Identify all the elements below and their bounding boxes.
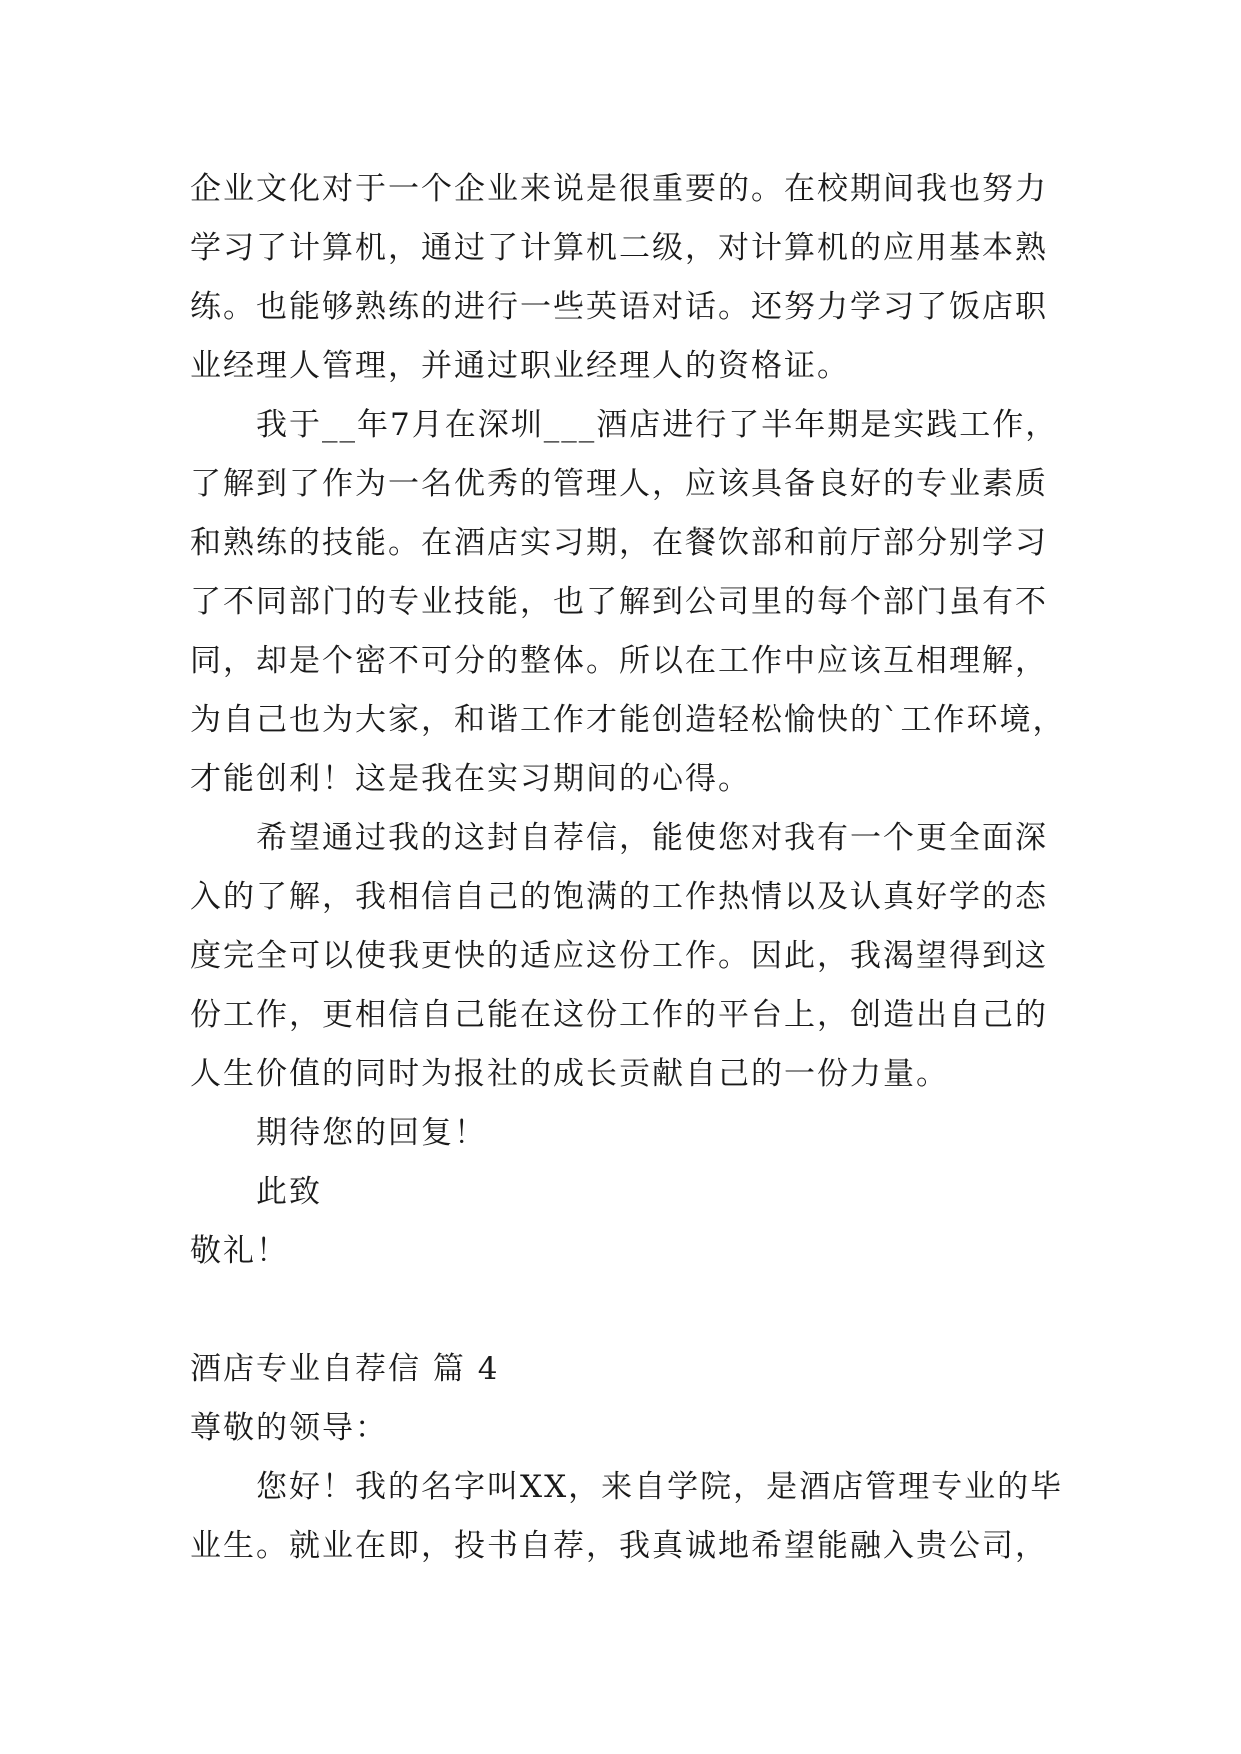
text-line: 企业文化对于一个企业来说是很重要的。在校期间我也努力 xyxy=(190,171,1048,207)
text-line: 才能创利！这是我在实习期间的心得。 xyxy=(190,761,751,797)
blank-spacer xyxy=(190,1281,1070,1340)
text-line: 和熟练的技能。在酒店实习期，在餐饮部和前厅部分别学习 xyxy=(190,525,1048,561)
closing-line: 此致 xyxy=(256,1174,322,1210)
text-line: 同，却是个密不可分的整体。所以在工作中应该互相理解， xyxy=(190,643,1048,679)
text-line: 我于__年7月在深圳___酒店进行了半年期是实践工作， xyxy=(256,407,1059,443)
closing-line: 期待您的回复！ xyxy=(256,1115,487,1151)
text-line: 入的了解，我相信自己的饱满的工作热情以及认真好学的态 xyxy=(190,879,1048,915)
text-line: 练。也能够熟练的进行一些英语对话。还努力学习了饭店职 xyxy=(190,289,1048,325)
text-line: 业经理人管理，并通过职业经理人的资格证。 xyxy=(190,348,850,384)
text-line: 为自己也为大家，和谐工作才能创造轻松愉快的`工作环境， xyxy=(190,702,1066,738)
text-line: 了解到了作为一名优秀的管理人，应该具备良好的专业素质 xyxy=(190,466,1048,502)
text-line: 学习了计算机，通过了计算机二级，对计算机的应用基本熟 xyxy=(190,230,1048,266)
text-line: 份工作，更相信自己能在这份工作的平台上，创造出自己的 xyxy=(190,997,1048,1033)
text-line: 您好！我的名字叫XX，来自学院，是酒店管理专业的毕 xyxy=(256,1469,1064,1505)
text-line: 度完全可以使我更快的适应这份工作。因此，我渴望得到这 xyxy=(190,938,1048,974)
text-line: 希望通过我的这封自荐信，能使您对我有一个更全面深 xyxy=(256,820,1048,856)
closing-line: 敬礼！ xyxy=(190,1233,289,1269)
text-line: 业生。就业在即，投书自荐，我真诚地希望能融入贵公司， xyxy=(190,1528,1048,1564)
salutation: 尊敬的领导： xyxy=(190,1410,388,1446)
document-body xyxy=(190,160,1070,1576)
section-title: 酒店专业自荐信 篇 4 xyxy=(190,1351,500,1387)
text-line: 了不同部门的专业技能，也了解到公司里的每个部门虽有不 xyxy=(190,584,1048,620)
text-line: 人生价值的同时为报社的成长贡献自己的一份力量。 xyxy=(190,1056,949,1092)
